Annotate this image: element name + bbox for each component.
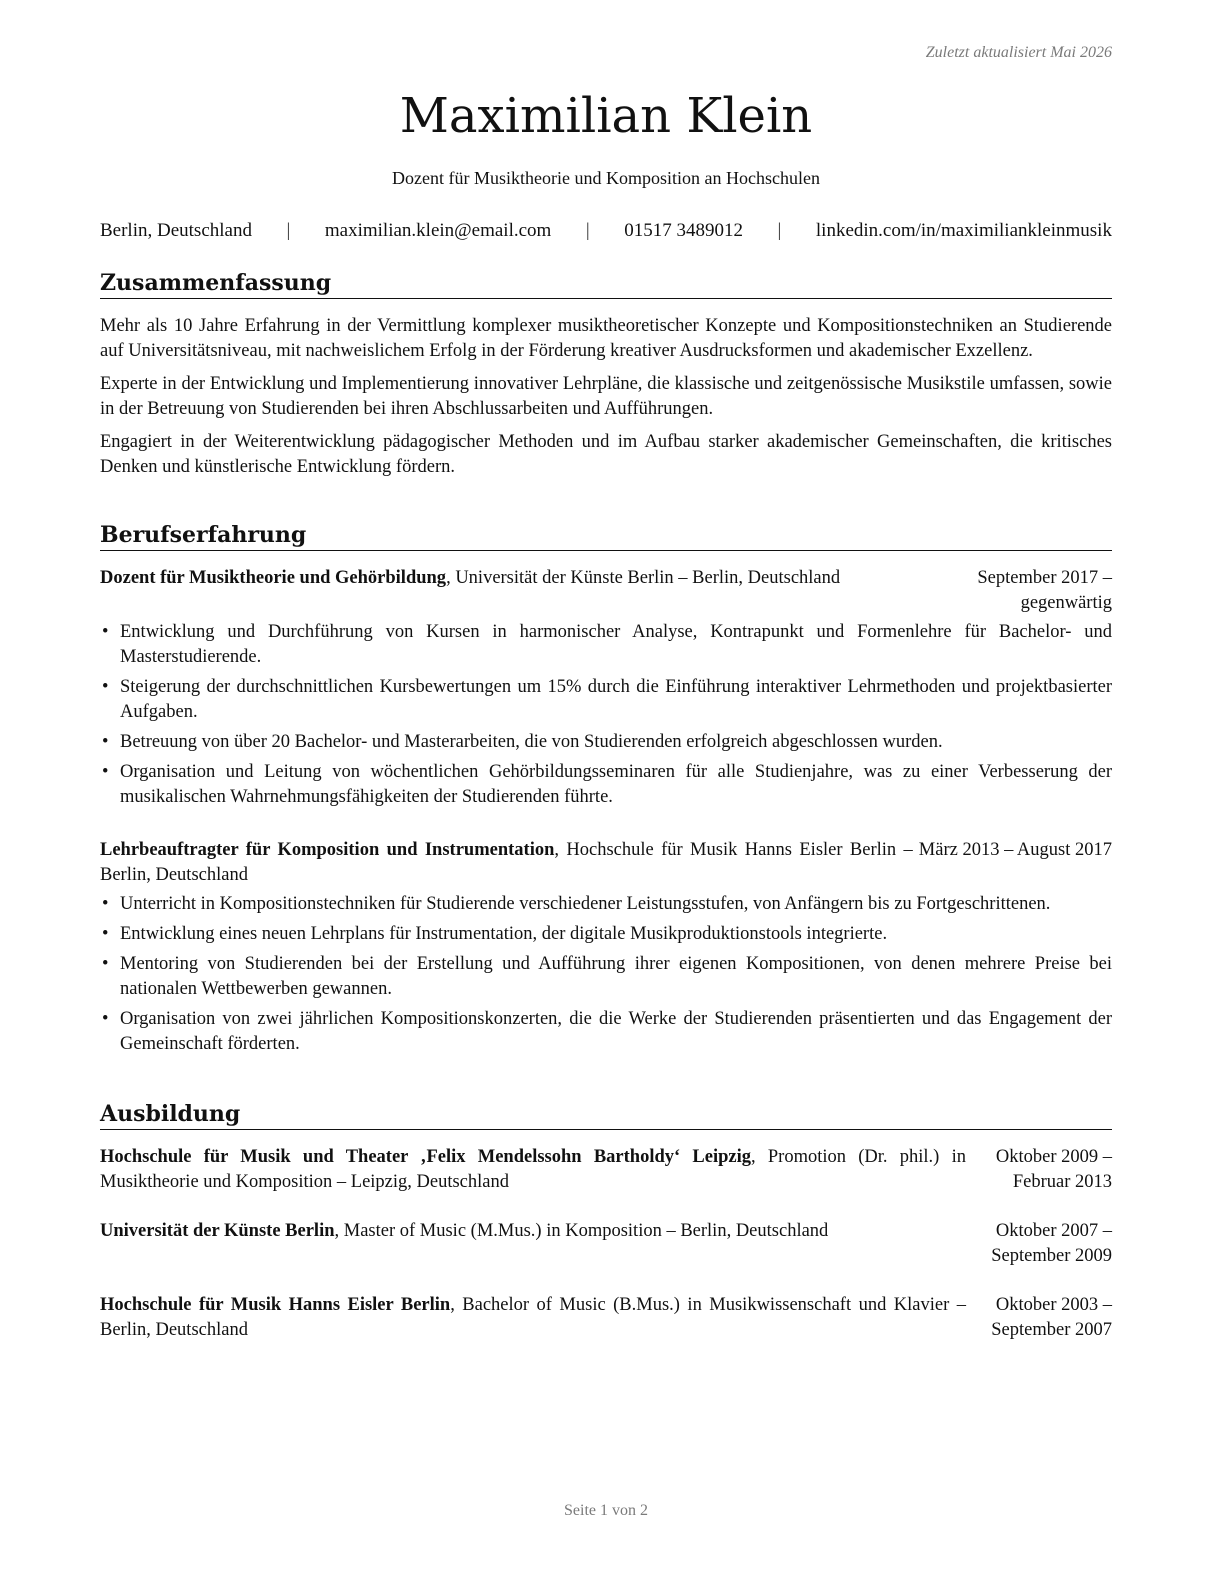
education-dates: Oktober 2003 – September 2007: [991, 1295, 1112, 1340]
contact-line: [100, 220, 1112, 242]
education-detail: , Bachelor of Music (B.Mus.) in Musikwissenschaft und Klavier – Berlin, Deutschland: [100, 1295, 966, 1340]
education-detail: , Promotion (Dr. phil.) in Musiktheorie und Komposition – Leipzig, Deutschland: [100, 1147, 966, 1192]
education-entry: [100, 1145, 1112, 1195]
list-item: • Organisation von zwei jährlichen Kompositionskonzerten, die die Werke der Studierenden präsentierten und das Engagement der Gemeinschaft förderten.: [100, 1007, 1112, 1057]
education-entry: [100, 1293, 1112, 1343]
candidate-name: Maximilian Klein: [399, 88, 813, 144]
education-dates: Oktober 2009 – Februar 2013: [995, 1147, 1112, 1192]
education-entry: [100, 1219, 1112, 1269]
job-role: Lehrbeauftragter für Komposition und Instrumentation: [100, 840, 555, 860]
job-organization: , Hochschule für Musik Hanns Eisler Berlin – Berlin, Deutschland: [100, 840, 913, 885]
summary-paragraph: Mehr als 10 Jahre Erfahrung in der Vermittlung komplexer musiktheoretischer Konzepte und Kompositionstechniken an Studierende auf Universitätsniveau, mit nachweislichem Erfolg in der Förderung kreativer Ausdrucksformen und akademischer Exzellenz.: [100, 316, 1112, 361]
list-item: • Mentoring von Studierenden bei der Erstellung und Aufführung ihrer eigenen Kompositionen, von denen mehrere Preise bei nationalen Wettbewerben gewannen.: [100, 952, 1112, 1002]
job-organization: , Universität der Künste Berlin – Berlin, Deutschland: [446, 568, 841, 588]
list-item: • Steigerung der durchschnittlichen Kursbewertungen um 15% durch die Einführung interaktiver Lehrmethoden und projektbasierter Aufgaben.: [100, 675, 1112, 725]
contact-separator: |: [585, 220, 590, 241]
contact-email[interactable]: maximilian.klein@email.com: [324, 220, 552, 241]
job-bullets: [100, 620, 1112, 810]
page-number: Seite 1 von 2: [564, 1502, 648, 1519]
list-item: • Unterricht in Kompositionstechniken für Studierende verschiedener Leistungsstufen, von Anfängern bis zu Fortgeschrittenen.: [100, 892, 1112, 917]
job-dates: September 2017 – gegenwärtig: [977, 568, 1112, 613]
education-dates: Oktober 2007 – September 2009: [991, 1221, 1112, 1266]
education-school: Hochschule für Musik und Theater ‚Felix Mendelssohn Bartholdy‘ Leipzig: [100, 1147, 751, 1167]
contact-location: Berlin, Deutschland: [100, 220, 252, 241]
job-entry: [100, 838, 1112, 1062]
contact-separator: |: [286, 220, 291, 241]
job-entry: [100, 566, 1112, 815]
list-item: • Entwicklung und Durchführung von Kursen in harmonischer Analyse, Kontrapunkt und Formenlehre für Bachelor- und Masterstudierende.: [100, 620, 1112, 670]
section-title-summary: Zusammenfassung: [100, 270, 1112, 299]
section-title-education: Ausbildung: [100, 1101, 1112, 1130]
education-school: Universität der Künste Berlin: [100, 1221, 335, 1241]
job-dates: März 2013 – August 2017: [918, 840, 1112, 860]
education-school: Hochschule für Musik Hanns Eisler Berlin: [100, 1295, 451, 1315]
job-bullets: [100, 892, 1112, 1057]
job-role: Dozent für Musiktheorie und Gehörbildung: [100, 568, 447, 588]
section-title-experience: Berufserfahrung: [100, 522, 1112, 551]
summary-paragraph: Experte in der Entwicklung und Implementierung innovativer Lehrpläne, die klassische und zeitgenössische Musikstile umfassen, sowie in der Betreuung von Studierenden bei ihren Abschlussarbeiten und Aufführungen.: [100, 374, 1112, 419]
list-item: • Entwicklung eines neuen Lehrplans für Instrumentation, der digitale Musikproduktionstools integrierte.: [100, 922, 1112, 947]
summary-section: [100, 314, 1112, 488]
education-detail: , Master of Music (M.Mus.) in Komposition – Berlin, Deutschland: [334, 1221, 829, 1241]
tagline: Dozent für Musiktheorie und Komposition an Hochschulen: [392, 168, 820, 188]
contact-separator: |: [777, 220, 782, 241]
list-item: • Betreuung von über 20 Bachelor- und Masterarbeiten, die von Studierenden erfolgreich abgeschlossen wurden.: [100, 730, 1112, 755]
contact-linkedin[interactable]: linkedin.com/in/maximiliankleinmusik: [815, 220, 1112, 241]
last-updated: Zuletzt aktualisiert Mai 2026: [925, 44, 1112, 61]
contact-phone[interactable]: 01517 3489012: [624, 220, 743, 241]
list-item: • Organisation und Leitung von wöchentlichen Gehörbildungsseminaren für alle Studienjahre, was zu einer Verbesserung der musikalischen Wahrnehmungsfähigkeiten der Studierenden führte.: [100, 760, 1112, 810]
summary-paragraph: Engagiert in der Weiterentwicklung pädagogischer Methoden und im Aufbau starker akademischer Gemeinschaften, die kritisches Denken und künstlerische Entwicklung fördern.: [100, 432, 1112, 477]
resume-page: [100, 0, 1112, 1584]
